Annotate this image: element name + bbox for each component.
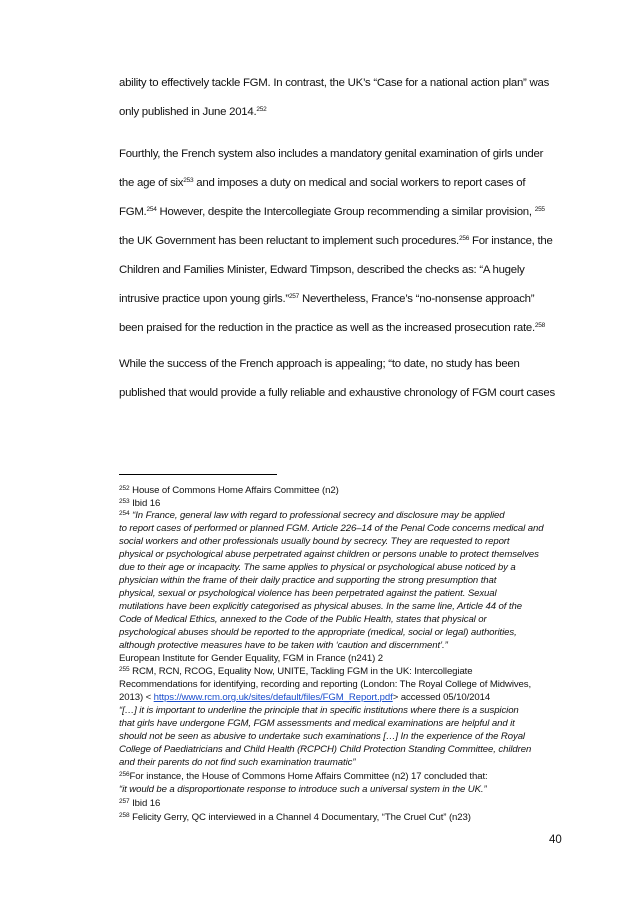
footnote-line: due to their age or incapacity. The same applies to physical or psychological abuse noticed by a <box>119 562 516 573</box>
body-line <box>119 176 525 190</box>
text: been praised for the reduction in the practice as well as the increased prosecution rate. <box>119 322 535 334</box>
footnote-line: that girls have undergone FGM, FGM assessments and medical examinations are helpful and it <box>119 718 515 729</box>
text: For instance, the <box>469 235 553 247</box>
text: > accessed 05/10/2014 <box>392 692 491 703</box>
text: Felicity Gerry, QC interviewed in a Channel 4 Documentary, “The Cruel Cut” (n23) <box>129 812 471 823</box>
text: Nevertheless, France’s “no-nonsense approach” <box>299 293 535 305</box>
footnote-number: 253 <box>119 498 130 505</box>
footnote-line: and their parents do not find such examination traumatic” <box>119 757 356 768</box>
text: While the success of the French approach is appealing; “to date, no study has been <box>119 358 520 370</box>
footnote-number: 255 <box>119 666 130 673</box>
body-line <box>119 357 520 371</box>
page-number: 40 <box>549 834 562 846</box>
footnote-256 <box>119 771 488 783</box>
body-line <box>119 147 543 161</box>
footnote-line: psychological abuses should be reported to the appropriate (medical, social or legal) authorities, <box>119 627 517 638</box>
footnote-ref[interactable]: 253 <box>183 177 194 184</box>
text: However, despite the Intercollegiate Group recommending a similar provision, <box>156 206 535 218</box>
text: Fourthly, the French system also includes a mandatory genital examination of girls under <box>119 148 544 160</box>
text: “In France, general law with regard to professional secrecy and disclosure may be applied <box>129 510 505 521</box>
text: Children and Families Minister, Edward Timpson, described the checks as: “A hugely <box>119 264 525 276</box>
text: FGM. <box>119 206 147 218</box>
footnote-line: mutilations have been explicitly categorised as physical abuses. In the same line, Article 44 of the <box>119 601 522 612</box>
footnote-line: physician within the frame of their daily practice and supporting the strong presumption that <box>119 575 497 586</box>
text: Ibid 16 <box>129 498 161 509</box>
footnote-ref[interactable]: 254 <box>146 206 157 213</box>
footnote-line: European Institute for Gender Equality, FGM in France (n241) 2 <box>119 653 383 664</box>
footnote-255 <box>119 666 472 678</box>
footnote-254 <box>119 510 505 522</box>
body-line <box>119 234 553 248</box>
footnote-number: 252 <box>119 485 130 492</box>
footnote-253 <box>119 498 160 510</box>
text: RCM, RCN, RCOG, Equality Now, UNITE, Tackling FGM in the UK: Intercollegiate <box>129 666 473 677</box>
footnote-line: physical, sexual or psychological violence has been perpetrated against the patient. Sexual <box>119 588 497 599</box>
text: ability to effectively tackle FGM. In contrast, the UK’s “Case for a national action plan” was <box>119 77 550 89</box>
text: only published in June 2014. <box>119 106 257 118</box>
footnote-ref[interactable]: 258 <box>534 322 546 329</box>
footnote-number: 256 <box>119 771 130 778</box>
footnote-258 <box>119 812 471 824</box>
text: intrusive practice upon young girls.” <box>119 293 289 305</box>
body-line <box>119 105 267 119</box>
text: Ibid 16 <box>129 798 161 809</box>
footnote-257 <box>119 798 160 810</box>
text: 2013) < <box>119 692 154 703</box>
footnote-ref[interactable]: 257 <box>288 293 300 300</box>
report-url-link[interactable]: https://www.rcm.org.uk/sites/default/files/FGM_Report.pdf <box>153 692 393 703</box>
body-line <box>119 263 525 277</box>
footnote-line <box>119 692 490 704</box>
footnote-number: 254 <box>119 510 130 517</box>
footnote-line: physical or psychological abuse perpetrated against children or persons unable to protect themselves <box>119 549 539 560</box>
text: and imposes a duty on medical and social workers to report cases of <box>193 177 526 189</box>
text: the UK Government has been reluctant to implement such procedures. <box>119 235 459 247</box>
footnote-ref[interactable]: 255 <box>534 206 545 213</box>
text: House of Commons Home Affairs Committee (n2) <box>129 485 339 496</box>
footnote-line: to report cases of performed or planned FGM. Article 226–14 of the Penal Code concerns medical and <box>119 523 544 534</box>
footnote-line: College of Paediatricians and Child Health (RCPCH) Child Protection Standing Committee, children <box>119 744 532 755</box>
footnote-ref[interactable]: 252 <box>256 106 267 113</box>
footnote-ref[interactable]: 256 <box>458 235 470 242</box>
footnote-line: should not be seen as abusive to undertake such examinations […] In the experience of the Royal <box>119 731 525 742</box>
body-line <box>119 292 534 306</box>
footnote-line: “[…] it is important to underline the principle that in specific institutions where there is a suspicion <box>119 705 519 716</box>
footnote-number: 257 <box>119 798 130 805</box>
footnote-number: 258 <box>119 812 130 819</box>
body-line <box>119 205 545 219</box>
footnote-252 <box>119 485 339 497</box>
footnote-line: although protective measures have to be taken with ‘caution and discernment’.” <box>119 640 448 651</box>
footnote-line: social workers and other professionals usually bound by secrecy. They are requested to report <box>119 536 510 547</box>
body-line <box>119 76 549 90</box>
text: published that would provide a fully reliable and exhaustive chronology of FGM court cases <box>119 387 555 399</box>
body-line <box>119 321 545 335</box>
footnote-line: Recommendations for identifying, recording and reporting (London: The Royal College of Midwives, <box>119 679 532 690</box>
footnote-line: “it would be a disproportionate response to introduce such a universal system in the UK.” <box>119 784 487 795</box>
footnote-separator <box>119 474 277 475</box>
body-line <box>119 386 555 400</box>
text: the age of six <box>119 177 184 189</box>
footnote-line: Code of Medical Ethics, annexed to the Code of the Public Health, states that physical or <box>119 614 487 625</box>
text: For instance, the House of Commons Home Affairs Committee (n2) 17 concluded that: <box>129 771 488 782</box>
